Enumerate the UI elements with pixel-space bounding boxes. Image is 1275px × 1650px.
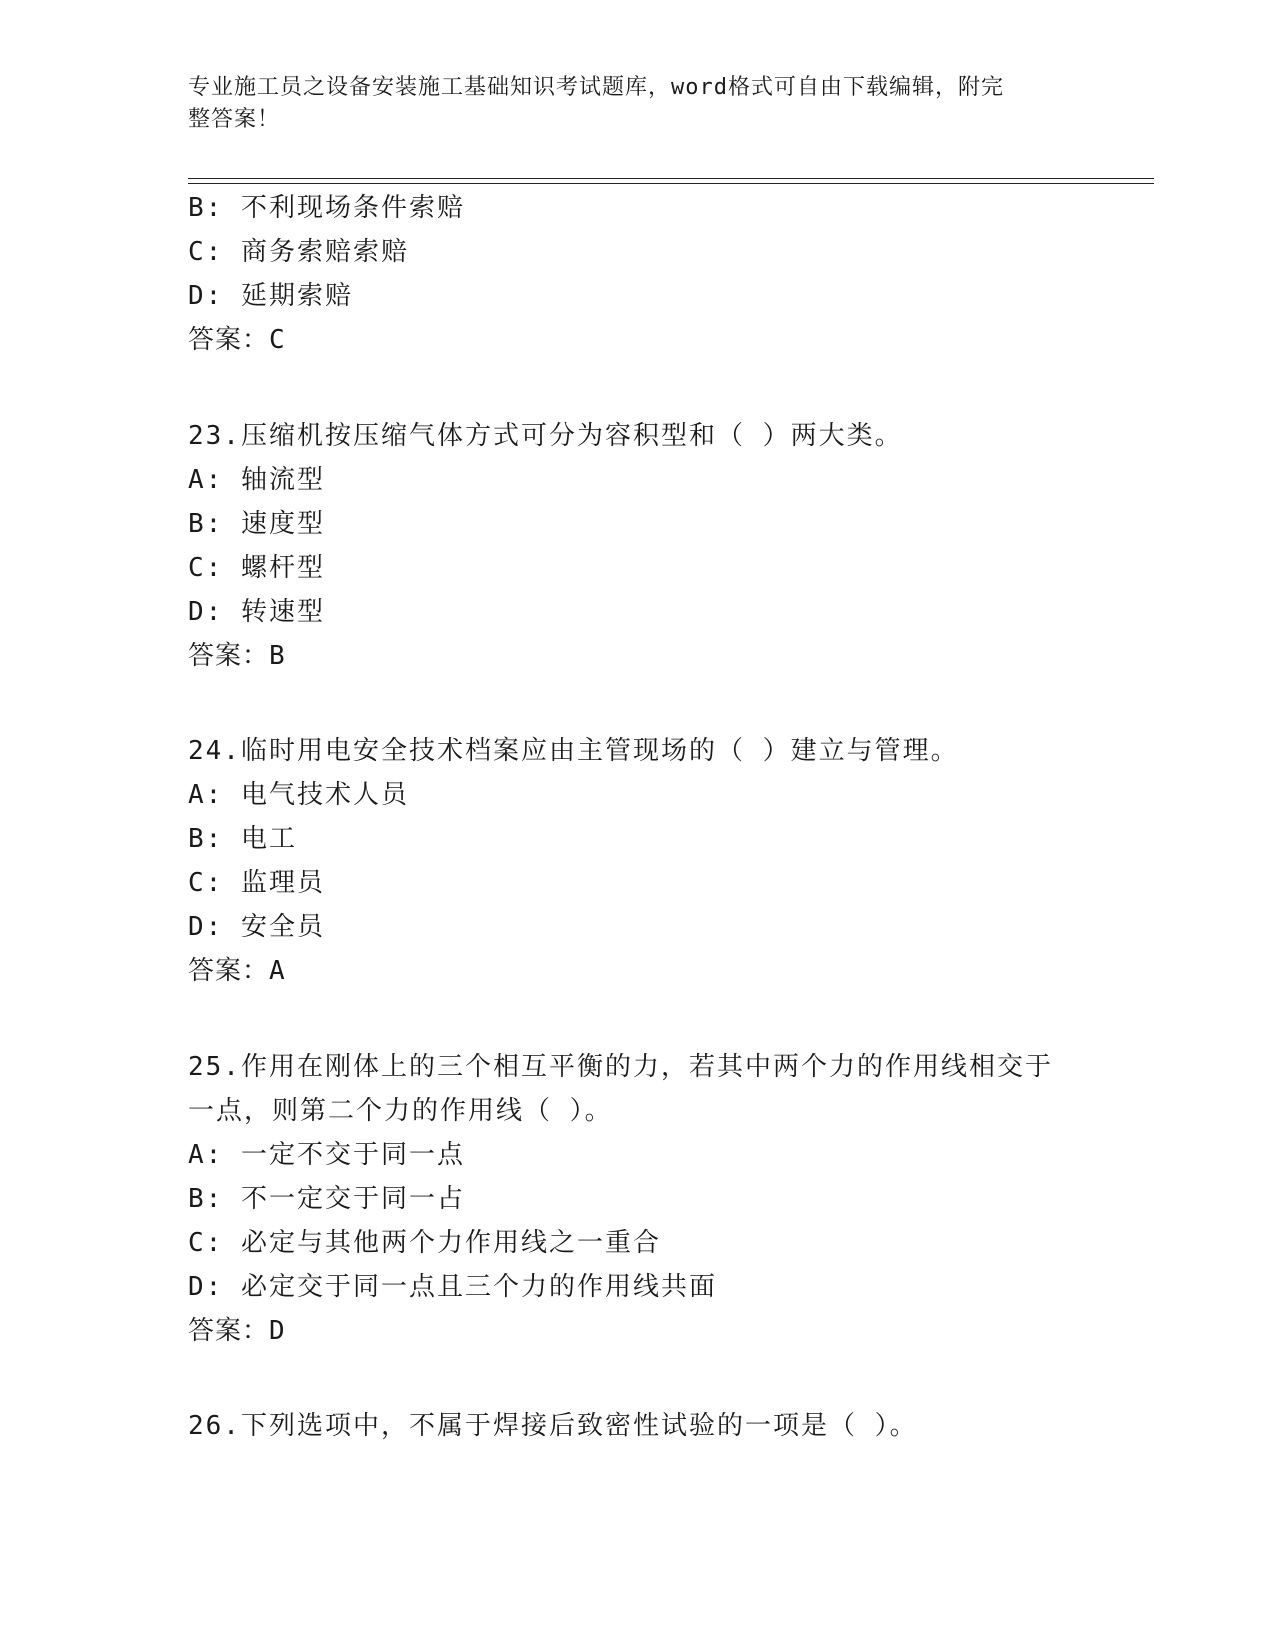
q23-question: 23.压缩机按压缩气体方式可分为容积型和（ ）两大类。 (188, 421, 903, 451)
q25-option-c: C: 必定与其他两个力作用线之一重合 (188, 1228, 661, 1258)
q25-question-line-1: 25.作用在刚体上的三个相互平衡的力，若其中两个力的作用线相交于 (188, 1052, 1053, 1082)
q24-option-c: C: 监理员 (188, 868, 325, 898)
q22-option-b: B: 不利现场条件索赔 (188, 193, 465, 223)
page-header (188, 72, 1088, 136)
q25-answer: 答案：D (188, 1316, 286, 1346)
q22-option-d: D: 延期索赔 (188, 281, 353, 311)
q25-option-a: A: 一定不交于同一点 (188, 1140, 465, 1170)
q23-option-a: A: 轴流型 (188, 465, 325, 495)
q26-question: 26.下列选项中，不属于焊接后致密性试验的一项是（ ）。 (188, 1411, 918, 1441)
q24-question: 24.临时用电安全技术档案应由主管现场的（ ）建立与管理。 (188, 736, 959, 766)
q23-option-d: D: 转速型 (188, 597, 325, 627)
header-line-2: 整答案！ (188, 107, 281, 132)
q24-option-b: B: 电工 (188, 824, 297, 854)
header-divider-bottom (188, 183, 1154, 184)
q23-option-b: B: 速度型 (188, 509, 325, 539)
q24-option-d: D: 安全员 (188, 912, 325, 942)
q25-option-b: B: 不一定交于同一占 (188, 1184, 465, 1214)
q24-answer: 答案：A (188, 956, 286, 986)
q23-option-c: C: 螺杆型 (188, 553, 325, 583)
q23-answer: 答案：B (188, 641, 286, 671)
header-divider-top (188, 178, 1154, 179)
q22-answer: 答案：C (188, 325, 286, 355)
q25-question-line-2: 一点，则第二个力的作用线（ ）。 (188, 1096, 613, 1126)
q22-option-c: C: 商务索赔索赔 (188, 237, 409, 267)
header-line-1: 专业施工员之设备安装施工基础知识考试题库，word格式可自由下载编辑，附完 (188, 75, 1004, 100)
q25-option-d: D: 必定交于同一点且三个力的作用线共面 (188, 1272, 717, 1302)
q24-option-a: A: 电气技术人员 (188, 780, 409, 810)
